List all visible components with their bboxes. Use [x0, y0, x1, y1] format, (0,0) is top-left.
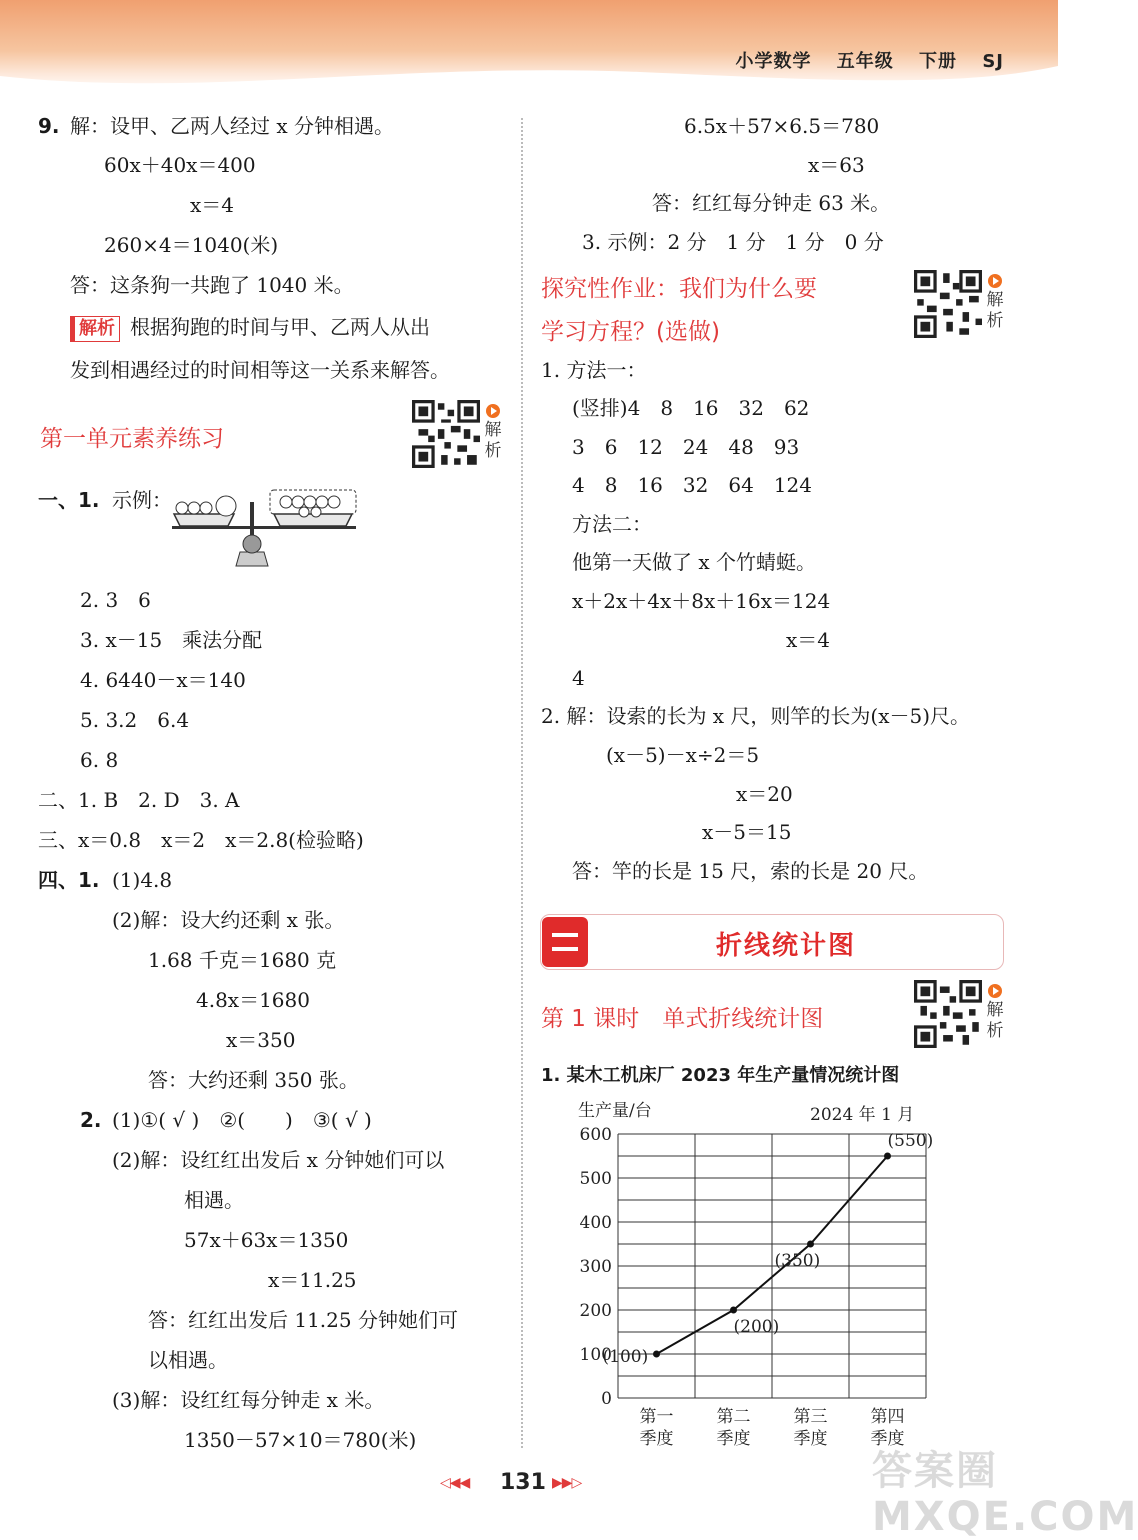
- chart-data-label: (100): [602, 1347, 649, 1367]
- header-info: [717, 47, 1004, 73]
- q9-line-1: 解：设甲、乙两人经过 x 分钟相遇。: [70, 114, 394, 138]
- balance-scale-illustration: [168, 486, 360, 576]
- chart-ytick-label: 200: [579, 1301, 612, 1321]
- p4-line-6: 答：大约还剩 350 张。: [148, 1068, 359, 1092]
- qr-label-char-1: 解: [986, 290, 1004, 310]
- p4-2-line-1: (1)①( √ ) ②( ) ③( √ ): [112, 1108, 372, 1132]
- explore-line-11: (x－5)－x÷2＝5: [606, 743, 760, 767]
- qr-label: [984, 274, 1006, 332]
- chart-ytick-label: 0: [601, 1389, 612, 1409]
- page-number: 131: [500, 1470, 546, 1495]
- explore-line-5: 方法二：: [572, 512, 652, 536]
- chart-data-label: (350): [774, 1251, 821, 1271]
- p4-line-2: (2)解：设大约还剩 x 张。: [112, 908, 345, 932]
- explore-line-12: x＝20: [736, 782, 793, 806]
- q9-line-5: 答：这条狗一共跑了 1040 米。: [70, 273, 354, 297]
- chart-question-title: 1. 某木工机床厂 2023 年生产量情况统计图: [541, 1065, 900, 1086]
- explore-line-1: 1. 方法一：: [541, 358, 647, 382]
- item-6: 6. 8: [80, 748, 119, 772]
- right-top-line-1: 6.5x＋57×6.5＝780: [684, 114, 880, 138]
- explore-line-14: 答：竿的长是 15 尺，索的长是 20 尺。: [572, 859, 929, 883]
- analysis-line-2: 发到相遇经过的时间相等这一关系来解答。: [70, 358, 450, 382]
- chart-xtick-label: 第二: [716, 1407, 751, 1427]
- unit-title: 折线统计图: [716, 931, 857, 961]
- right-arrows-icon: ▶▶▷: [552, 1475, 582, 1491]
- play-icon: [988, 274, 1002, 288]
- chart-point: [807, 1241, 814, 1248]
- explore-line-6: 他第一天做了 x 个竹蜻蜓。: [572, 550, 816, 574]
- explore-line-8: x＝4: [786, 628, 831, 652]
- qr-label-char-1: 解: [484, 420, 502, 440]
- item-5: 5. 3.2 6.4: [80, 708, 190, 732]
- chart-ytick-label: 100: [579, 1345, 612, 1365]
- q9-line-2: 60x＋40x＝400: [104, 153, 256, 177]
- p4-line-4: 4.8x＝1680: [196, 988, 310, 1012]
- explore-title-2: 学习方程？(选做): [541, 319, 720, 345]
- chart-data-label: (550): [887, 1131, 934, 1151]
- qr-label-char-2: 析: [986, 311, 1004, 331]
- item-4: 4. 6440－x＝140: [80, 668, 246, 692]
- right-top-line-4: 3. 示例：2 分 1 分 1 分 0 分: [582, 230, 884, 254]
- chart-xtick-label: 第四: [870, 1407, 905, 1427]
- play-icon: [988, 984, 1002, 998]
- explore-line-10: 2. 解：设索的长为 x 尺，则竿的长为(x－5)尺。: [541, 704, 971, 728]
- p4-2-line-5: x＝11.25: [268, 1268, 357, 1292]
- explore-line-2: (竖排)4 8 16 32 62: [572, 396, 810, 420]
- p4-2-line-3: 相遇。: [184, 1188, 244, 1212]
- chart-ytick-label: 300: [579, 1257, 612, 1277]
- item-2: 2. 3 6: [80, 588, 151, 612]
- p4-line-1: (1)4.8: [112, 868, 173, 892]
- watermark-text: 答案圈 MXQE.COM: [872, 1448, 1138, 1540]
- p4-2-line-7: 以相遇。: [148, 1348, 228, 1372]
- p4-2-line-4: 57x＋63x＝1350: [184, 1228, 349, 1252]
- qr-label-char-2: 析: [986, 1021, 1004, 1041]
- chart-point: [653, 1351, 660, 1358]
- analysis-tag: 解析: [70, 316, 120, 342]
- q9-number: 9.: [38, 114, 60, 138]
- chart-point: [884, 1153, 891, 1160]
- qr-label: [984, 984, 1006, 1042]
- left-arrows-icon: ◁◀◀: [440, 1475, 470, 1491]
- lesson-title: 第 1 课时 单式折线统计图: [541, 1006, 824, 1032]
- q9-line-3: x＝4: [190, 193, 235, 217]
- explore-line-7: x＋2x＋4x＋8x＋16x＝124: [572, 589, 831, 613]
- qr-code-icon[interactable]: [914, 980, 982, 1048]
- analysis-line-1: [70, 313, 430, 342]
- subject-label: 小学数学: [735, 51, 812, 72]
- play-icon: [486, 404, 500, 418]
- qr-code-icon[interactable]: [412, 400, 480, 468]
- part1-label: 一、1.: [38, 488, 100, 512]
- item-3: 3. x－15 乘法分配: [80, 628, 263, 652]
- p4-2-line-2: (2)解：设红红出发后 x 分钟她们可以: [112, 1148, 445, 1172]
- line-chart: [560, 1094, 950, 1454]
- chart-xtick-label: 第一: [639, 1407, 674, 1427]
- part4-label: 四、1.: [38, 868, 100, 892]
- chart-ytick-label: 500: [579, 1169, 612, 1189]
- explore-line-9: 4: [572, 666, 585, 690]
- grade-label: 五年级: [836, 51, 894, 72]
- part2-answers: 二、1. B 2. D 3. A: [38, 788, 240, 812]
- q9-line-4: 260×4＝1040(米): [104, 233, 279, 257]
- part3-answers: 三、x＝0.8 x＝2 x＝2.8(检验略): [38, 828, 364, 852]
- qr-label: [482, 404, 504, 462]
- p4-2-line-8: (3)解：设红红每分钟走 x 米。: [112, 1388, 385, 1412]
- chart-ytick-label: 600: [579, 1125, 612, 1145]
- unit-number-box: [542, 917, 588, 967]
- qr-label-char-1: 解: [986, 1000, 1004, 1020]
- p4-line-5: x＝350: [226, 1028, 296, 1052]
- chart-xtick-label: 第三: [793, 1407, 828, 1427]
- p4-2-line-6: 答：红红出发后 11.25 分钟她们可: [148, 1308, 458, 1332]
- right-top-line-3: 答：红红每分钟走 63 米。: [652, 191, 891, 215]
- p4-2-number: 2.: [80, 1108, 102, 1132]
- column-divider: [521, 118, 523, 1448]
- chart-ytick-label: 400: [579, 1213, 612, 1233]
- chart-point: [730, 1307, 737, 1314]
- chart-xtick-label: 季度: [639, 1429, 674, 1449]
- watermark-logo: [872, 1448, 1138, 1540]
- edition-label: SJ: [982, 51, 1004, 72]
- analysis-text-1: 根据狗跑的时间与甲、乙两人从出: [130, 315, 430, 339]
- part1-q1-text: 示例：: [112, 488, 172, 512]
- explore-line-13: x－5＝15: [702, 820, 792, 844]
- qr-code-icon[interactable]: [914, 270, 982, 338]
- explore-line-3: 3 6 12 24 48 93: [572, 435, 800, 459]
- right-top-line-2: x＝63: [808, 153, 865, 177]
- chart-xtick-label: 季度: [716, 1429, 751, 1449]
- chart-xtick-label: 季度: [870, 1429, 905, 1449]
- chart-date-note: 2024 年 1 月: [810, 1105, 915, 1125]
- p4-line-3: 1.68 千克＝1680 克: [148, 948, 337, 972]
- explore-line-4: 4 8 16 32 64 124: [572, 473, 812, 497]
- chart-data-label: (200): [733, 1317, 780, 1337]
- explore-title-1: 探究性作业：我们为什么要: [541, 276, 817, 302]
- qr-label-char-2: 析: [484, 441, 502, 461]
- chart-ylabel: 生产量/台: [578, 1101, 652, 1121]
- unit-practice-title: 第一单元素养练习: [40, 426, 224, 452]
- chart-xtick-label: 季度: [793, 1429, 828, 1449]
- p4-2-line-9: 1350－57×10＝780(米): [184, 1428, 417, 1452]
- volume-label: 下册: [919, 51, 958, 72]
